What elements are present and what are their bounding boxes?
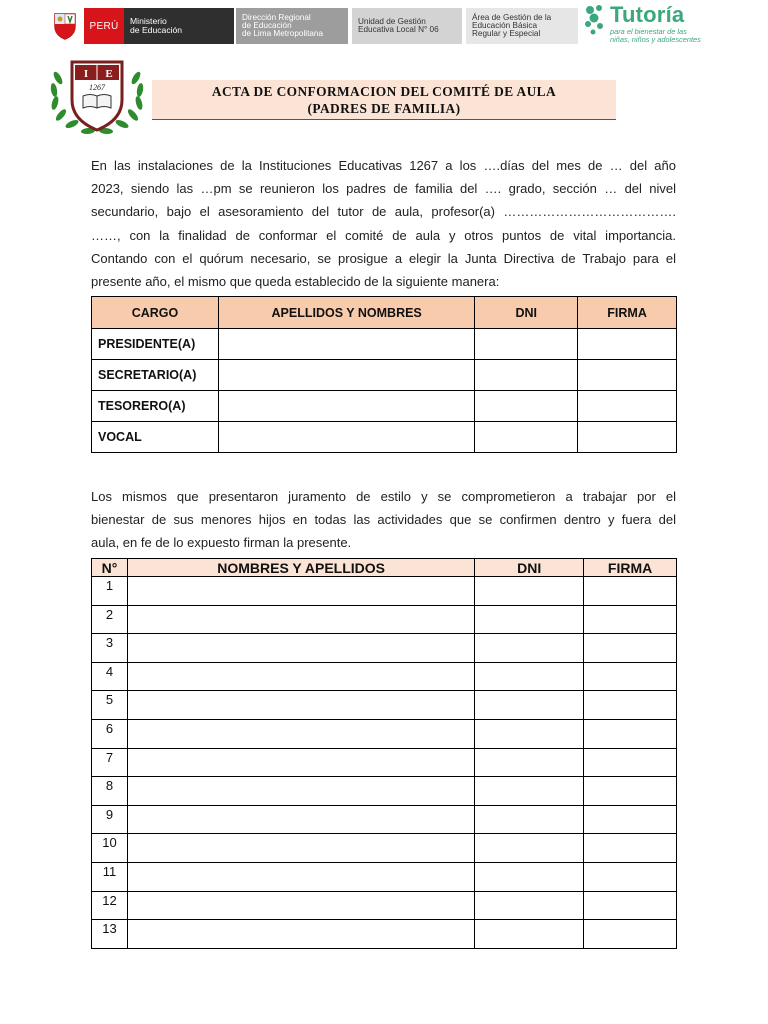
signature-field[interactable]: [584, 834, 677, 863]
name-field[interactable]: [127, 862, 474, 891]
dni-field[interactable]: [475, 605, 584, 634]
table-row: [92, 748, 677, 777]
signature-field[interactable]: [584, 662, 677, 691]
signature-field[interactable]: [578, 329, 677, 360]
table-row: [92, 391, 677, 422]
col-header-nombres-apellidos: NOMBRES Y APELLIDOS: [127, 559, 474, 577]
dni-field[interactable]: [475, 391, 578, 422]
school-emblem-icon: [48, 56, 146, 136]
dni-field[interactable]: [475, 691, 584, 720]
name-field[interactable]: [218, 360, 474, 391]
intro-paragraph: [91, 154, 676, 293]
table-row: [92, 577, 677, 606]
table-row: [92, 422, 677, 453]
name-field[interactable]: [218, 329, 474, 360]
ugel-label: [352, 8, 462, 44]
table-row: [92, 360, 677, 391]
intro-line: En las instalaciones de la Instituciones Educativas 1267 a los ….días del mes de … del año: [91, 158, 676, 173]
col-header-apellidos-nombres: APELLIDOS Y NOMBRES: [218, 297, 474, 329]
table-row: [92, 920, 677, 949]
name-field[interactable]: [127, 662, 474, 691]
tutoria-logo: [584, 4, 734, 48]
dni-field[interactable]: [475, 920, 584, 949]
intro-line: presente año, el mismo que queda establecido de la siguiente manera:: [91, 274, 500, 290]
name-field[interactable]: [127, 719, 474, 748]
signature-field[interactable]: [584, 577, 677, 606]
signature-field[interactable]: [584, 777, 677, 806]
title-line-2: (PADRES DE FAMILIA): [307, 101, 461, 116]
signature-field[interactable]: [578, 391, 677, 422]
cargo-cell: VOCAL: [92, 422, 219, 453]
tutoria-wordmark: Tutoría: [610, 2, 685, 27]
document-title: [152, 80, 616, 120]
junta-directiva-table: [91, 296, 677, 453]
firmas-padres-table: [91, 558, 677, 949]
signature-field[interactable]: [584, 920, 677, 949]
dni-field[interactable]: [475, 805, 584, 834]
intro-line: ……, con la finalidad de conformar el comité de aula y otros puntos de vital importancia.: [91, 227, 676, 243]
dre-line-2: de Educación: [242, 20, 292, 30]
ugel-line-2: Educativa Local N° 06: [358, 25, 439, 34]
dni-field[interactable]: [475, 329, 578, 360]
tutoria-tagline: [610, 28, 701, 44]
dni-field[interactable]: [475, 577, 584, 606]
cargo-cell: SECRETARIO(A): [92, 360, 219, 391]
table-row: [92, 691, 677, 720]
ministerio-line-2: de Educación: [130, 25, 183, 35]
tutoria-dots-icon: [584, 4, 608, 38]
dni-field[interactable]: [475, 891, 584, 920]
name-field[interactable]: [127, 805, 474, 834]
dre-lima-label: [236, 8, 348, 44]
name-field[interactable]: [127, 748, 474, 777]
dni-field[interactable]: [475, 862, 584, 891]
table-row: [92, 805, 677, 834]
area-line-1: Área de Gestión de la: [472, 12, 552, 22]
col-header-dni: DNI: [475, 297, 578, 329]
row-number-cell: 12: [92, 891, 128, 920]
title-line-1: ACTA DE CONFORMACION DEL COMITÉ DE AULA: [211, 84, 557, 99]
col-header-cargo: CARGO: [92, 297, 219, 329]
name-field[interactable]: [127, 577, 474, 606]
table-row: [92, 605, 677, 634]
table-row: [92, 634, 677, 663]
signature-field[interactable]: [578, 422, 677, 453]
dni-field[interactable]: [475, 422, 578, 453]
row-number-cell: 1: [92, 577, 128, 606]
dni-field[interactable]: [475, 634, 584, 663]
table-row: [92, 891, 677, 920]
row-number-cell: 4: [92, 662, 128, 691]
closing-line: aula, en fe de lo expuesto firman la presente.: [91, 535, 352, 551]
intro-line: 2023, siendo las …pm se reunieron los padres de familia del …. grado, sección … del nivel: [91, 181, 676, 197]
row-number-cell: 3: [92, 634, 128, 663]
closing-paragraph: [91, 485, 676, 555]
ministry-header-banner: [50, 8, 578, 44]
intro-line: Contando con el quórum necesario, se prosigue a elegir la Junta Directiva de Trabajo para el: [91, 250, 676, 266]
dni-field[interactable]: [475, 748, 584, 777]
table-row: [92, 834, 677, 863]
peru-label: PERÚ: [84, 8, 124, 44]
name-field[interactable]: [218, 422, 474, 453]
dni-field[interactable]: [475, 777, 584, 806]
table-header-row: [92, 297, 677, 329]
intro-line: secundario, bajo el asesoramiento del tutor de aula, profesor(a) ………………………………….: [91, 204, 676, 220]
dre-line-3: de Lima Metropolitana: [242, 29, 324, 39]
signature-field[interactable]: [584, 748, 677, 777]
tutoria-tagline-2: niñas, niños y adolescentes: [610, 35, 701, 44]
col-header-numero: N°: [92, 559, 128, 577]
row-number-cell: 5: [92, 691, 128, 720]
row-number-cell: 7: [92, 748, 128, 777]
name-field[interactable]: [127, 777, 474, 806]
table-row: [92, 662, 677, 691]
name-field[interactable]: [218, 391, 474, 422]
name-field[interactable]: [127, 634, 474, 663]
row-number-cell: 2: [92, 605, 128, 634]
ugel-line-1: Unidad de Gestión: [358, 16, 426, 26]
col-header-firma: FIRMA: [578, 297, 677, 329]
dni-field[interactable]: [475, 834, 584, 863]
signature-field[interactable]: [584, 891, 677, 920]
table-row: [92, 777, 677, 806]
peru-coat-of-arms-icon: [50, 8, 80, 42]
cargo-cell: PRESIDENTE(A): [92, 329, 219, 360]
emblem-letter-i: I: [83, 68, 89, 80]
signature-field[interactable]: [584, 719, 677, 748]
signature-field[interactable]: [578, 360, 677, 391]
area-line-3: Regular y Especial: [472, 29, 541, 39]
col-header-firma: FIRMA: [584, 559, 677, 577]
area-line-2: Educación Básica: [472, 20, 538, 30]
closing-line: bienestar de sus menores hijos en todas las actividades que se confirmen dentro y fuera del: [91, 512, 676, 528]
emblem-letter-e: E: [105, 68, 113, 80]
name-field[interactable]: [127, 834, 474, 863]
tutoria-tagline-1: para el bienestar de las: [610, 27, 687, 36]
row-number-cell: 10: [92, 834, 128, 863]
name-field[interactable]: [127, 891, 474, 920]
row-number-cell: 11: [92, 862, 128, 891]
table-header-row: [92, 559, 677, 577]
table-row: [92, 329, 677, 360]
table-row: [92, 862, 677, 891]
table-row: [92, 719, 677, 748]
signature-field[interactable]: [584, 862, 677, 891]
ministerio-educacion-label: [124, 8, 234, 44]
area-gestion-label: [466, 8, 578, 44]
signature-field[interactable]: [584, 634, 677, 663]
dre-line-1: Dirección Regional: [242, 12, 311, 22]
dni-field[interactable]: [475, 360, 578, 391]
cargo-cell: TESORERO(A): [92, 391, 219, 422]
closing-line: Los mismos que presentaron juramento de estilo y se comprometieron a trabajar por el: [91, 489, 676, 504]
name-field[interactable]: [127, 920, 474, 949]
row-number-cell: 8: [92, 777, 128, 806]
name-field[interactable]: [127, 605, 474, 634]
row-number-cell: 13: [92, 920, 128, 949]
col-header-dni: DNI: [475, 559, 584, 577]
row-number-cell: 9: [92, 805, 128, 834]
signature-field[interactable]: [584, 805, 677, 834]
dni-field[interactable]: [475, 662, 584, 691]
ministerio-line-1: Ministerio: [130, 16, 167, 26]
signature-field[interactable]: [584, 605, 677, 634]
signature-field[interactable]: [584, 691, 677, 720]
name-field[interactable]: [127, 691, 474, 720]
dni-field[interactable]: [475, 719, 584, 748]
row-number-cell: 6: [92, 719, 128, 748]
emblem-number: 1267: [89, 83, 105, 92]
